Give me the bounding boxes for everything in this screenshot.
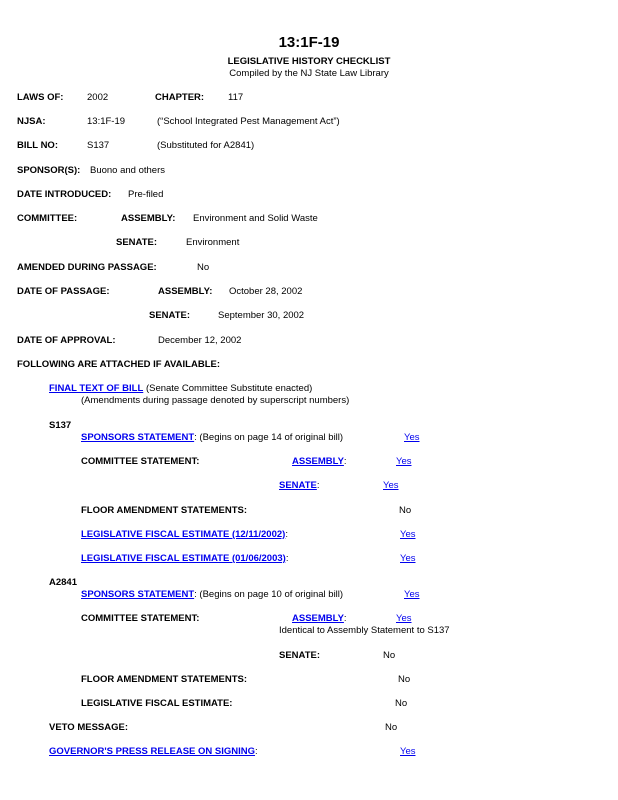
s137-assembly-link[interactable]: ASSEMBLY	[292, 456, 344, 467]
s137-sponsors-yes-link[interactable]: Yes	[404, 432, 420, 443]
s137-senate-colon: :	[316, 480, 320, 491]
a2841-fiscal-value: No	[395, 698, 408, 709]
s137-fiscal1-yes-link[interactable]: Yes	[400, 529, 416, 540]
s137-sponsors-statement-link[interactable]: SPONSORS STATEMENT	[81, 432, 195, 443]
attached-heading: FOLLOWING ARE ATTACHED IF AVAILABLE:	[17, 359, 220, 370]
a2841-sponsors-note: : (Begins on page 10 of original bill)	[194, 589, 344, 600]
date-introduced-value: Pre-filed	[128, 189, 164, 200]
s137-heading: S137	[49, 420, 72, 431]
committee-assembly-value: Environment and Solid Waste	[193, 213, 318, 224]
chapter-value: 117	[228, 92, 244, 103]
a2841-assembly-yes-link[interactable]: Yes	[396, 613, 412, 624]
s137-fiscal-estimate-1-link[interactable]: LEGISLATIVE FISCAL ESTIMATE (12/11/2002)	[81, 529, 286, 540]
amended-label: AMENDED DURING PASSAGE:	[17, 262, 157, 273]
s137-senate-row	[279, 480, 319, 491]
a2841-sponsors-row	[81, 589, 343, 600]
s137-fiscal2-colon: :	[285, 553, 289, 564]
s137-assembly-colon: :	[343, 456, 347, 467]
passage-label: DATE OF PASSAGE:	[17, 286, 110, 297]
final-text-row	[49, 383, 312, 394]
final-text-link[interactable]: FINAL TEXT OF BILL	[49, 383, 144, 394]
s137-assembly-row	[292, 456, 347, 467]
a2841-heading: A2841	[49, 577, 77, 588]
final-text-note: (Senate Committee Substitute enacted)	[145, 383, 313, 394]
s137-senate-link[interactable]: SENATE	[279, 480, 317, 491]
s137-assembly-yes-link[interactable]: Yes	[396, 456, 412, 467]
s137-fiscal1-row	[81, 529, 288, 540]
s137-sponsors-row	[81, 432, 343, 443]
s137-fiscal2-yes-link[interactable]: Yes	[400, 553, 416, 564]
s137-floor-value: No	[399, 505, 412, 516]
compiled-by: Compiled by the NJ State Law Library	[229, 68, 389, 79]
veto-label: VETO MESSAGE:	[49, 722, 129, 733]
laws-of-label: LAWS OF:	[17, 92, 64, 103]
page-title: 13:1F-19	[278, 34, 340, 51]
njsa-label: NJSA:	[17, 116, 46, 127]
bill-no-value: S137	[87, 140, 110, 151]
bill-substituted: (Substituted for A2841)	[157, 140, 255, 151]
a2841-floor-value: No	[398, 674, 411, 685]
s137-senate-yes-link[interactable]: Yes	[383, 480, 399, 491]
a2841-assembly-link[interactable]: ASSEMBLY	[292, 613, 344, 624]
s137-sponsors-note: : (Begins on page 14 of original bill)	[194, 432, 344, 443]
press-release-row	[49, 746, 258, 757]
approval-label: DATE OF APPROVAL:	[17, 335, 116, 346]
checklist-subtitle: LEGISLATIVE HISTORY CHECKLIST	[227, 56, 391, 67]
s137-floor-label: FLOOR AMENDMENT STATEMENTS:	[81, 505, 248, 516]
bill-no-label: BILL NO:	[17, 140, 58, 151]
press-release-link[interactable]: GOVERNOR'S PRESS RELEASE ON SIGNING	[49, 746, 256, 757]
committee-senate-label: SENATE:	[116, 237, 157, 248]
a2841-senate-label: SENATE:	[279, 650, 320, 661]
s137-fiscal-estimate-2-link[interactable]: LEGISLATIVE FISCAL ESTIMATE (01/06/2003)	[81, 553, 286, 564]
approval-value: December 12, 2002	[158, 335, 242, 346]
njsa-value: 13:1F-19	[87, 116, 126, 127]
committee-senate-value: Environment	[186, 237, 240, 248]
passage-assembly-label: ASSEMBLY:	[158, 286, 213, 297]
njsa-act-name: (“School Integrated Pest Management Act”)	[157, 116, 340, 127]
a2841-assembly-row	[292, 613, 347, 624]
a2841-committee-label: COMMITTEE STATEMENT:	[81, 613, 200, 624]
committee-label: COMMITTEE:	[17, 213, 78, 224]
committee-assembly-label: ASSEMBLY:	[121, 213, 176, 224]
a2841-fiscal-label: LEGISLATIVE FISCAL ESTIMATE:	[81, 698, 233, 709]
s137-committee-label: COMMITTEE STATEMENT:	[81, 456, 200, 467]
final-text-amend-note: (Amendments during passage denoted by superscript numbers)	[81, 395, 350, 406]
passage-senate-label: SENATE:	[149, 310, 190, 321]
amended-value: No	[197, 262, 210, 273]
date-introduced-label: DATE INTRODUCED:	[17, 189, 112, 200]
a2841-assembly-colon: :	[343, 613, 347, 624]
a2841-senate-value: No	[383, 650, 396, 661]
a2841-sponsors-yes-link[interactable]: Yes	[404, 589, 420, 600]
press-release-colon: :	[255, 746, 258, 757]
veto-value: No	[385, 722, 398, 733]
sponsors-value: Buono and others	[90, 165, 166, 176]
s137-fiscal1-colon: :	[285, 529, 288, 540]
chapter-label: CHAPTER:	[155, 92, 205, 103]
press-release-yes-link[interactable]: Yes	[400, 746, 416, 757]
laws-of-value: 2002	[87, 92, 109, 103]
a2841-identical-note: Identical to Assembly Statement to S137	[279, 625, 450, 636]
passage-assembly-value: October 28, 2002	[229, 286, 303, 297]
sponsors-label: SPONSOR(S):	[17, 165, 81, 176]
s137-fiscal2-row	[81, 553, 288, 564]
a2841-floor-label: FLOOR AMENDMENT STATEMENTS:	[81, 674, 248, 685]
a2841-sponsors-statement-link[interactable]: SPONSORS STATEMENT	[81, 589, 195, 600]
passage-senate-value: September 30, 2002	[218, 310, 305, 321]
